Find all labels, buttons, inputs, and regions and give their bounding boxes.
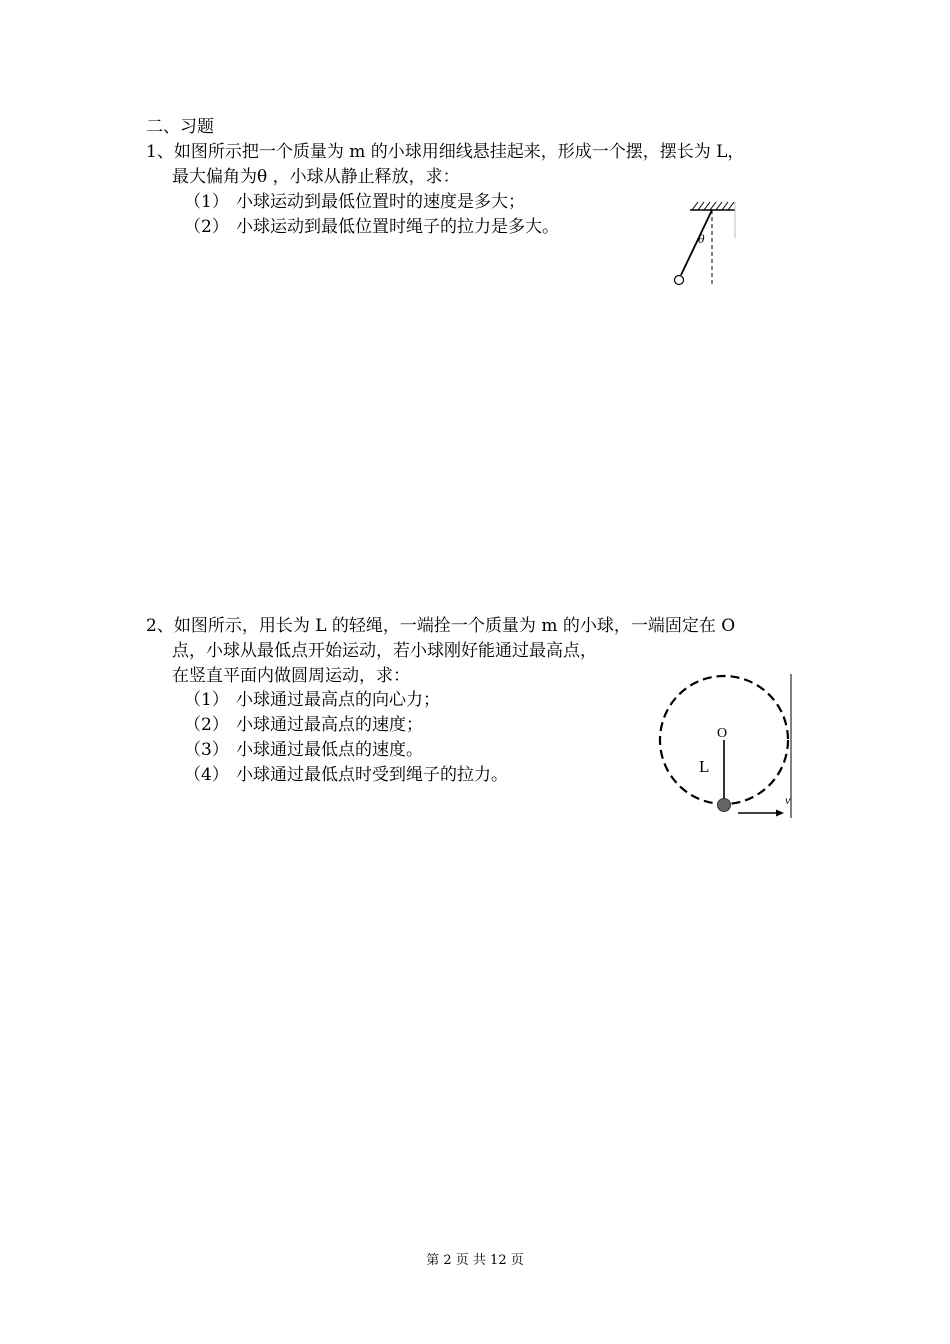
q2-subquestion-3 bbox=[184, 739, 423, 761]
pendulum-figure bbox=[668, 196, 748, 291]
q1-sub-2-text: 小球运动到最低位置时绳子的拉力是多大。 bbox=[236, 217, 559, 237]
q1-line-2: 最大偏角为θ ，小球从静止释放，求： bbox=[172, 167, 460, 187]
circular-motion-figure bbox=[652, 666, 812, 826]
q2-sub-3-text: 小球通过最低点的速度。 bbox=[236, 740, 423, 760]
q1-sub-2-number: （2） bbox=[184, 217, 229, 237]
q2-subquestion-4 bbox=[184, 764, 508, 786]
q1-subquestion-1 bbox=[184, 191, 525, 213]
q1-sub-1-text: 小球运动到最低位置时的速度是多大； bbox=[236, 192, 525, 212]
q1-line-1: 1、如图所示把一个质量为 m 的小球用细线悬挂起来，形成一个摆，摆长为 L， bbox=[146, 142, 745, 162]
length-label: L bbox=[699, 757, 710, 776]
arrow-head bbox=[776, 810, 784, 817]
q2-sub-1-text: 小球通过最高点的向心力； bbox=[236, 690, 440, 710]
q2-sub-4-text: 小球通过最低点时受到绳子的拉力。 bbox=[236, 765, 508, 785]
q2-sub-4-number: （4） bbox=[184, 765, 229, 785]
q2-subquestion-2 bbox=[184, 714, 423, 736]
pendulum-string bbox=[681, 210, 712, 275]
page-footer: 第 2 页 共 12 页 bbox=[426, 1253, 524, 1268]
ball bbox=[718, 799, 731, 812]
section-title: 二、习题 bbox=[146, 117, 214, 137]
angle-label: θ bbox=[698, 233, 705, 246]
ceiling-support bbox=[690, 202, 735, 210]
q1-subquestion-2 bbox=[184, 216, 559, 238]
q2-sub-2-text: 小球通过最高点的速度； bbox=[236, 715, 423, 735]
q2-line-3: 在竖直平面内做圆周运动，求： bbox=[172, 666, 410, 686]
velocity-label: v bbox=[785, 793, 791, 807]
q2-subquestion-1 bbox=[184, 689, 440, 711]
center-label: O bbox=[717, 726, 728, 741]
q2-sub-3-number: （3） bbox=[184, 740, 229, 760]
q2-line-1: 2、如图所示，用长为 L 的轻绳，一端拴一个质量为 m 的小球，一端固定在 O bbox=[146, 616, 736, 636]
pendulum-ball bbox=[675, 276, 684, 285]
q2-sub-2-number: （2） bbox=[184, 715, 229, 735]
q2-sub-1-number: （1） bbox=[184, 690, 229, 710]
q1-sub-1-number: （1） bbox=[184, 192, 229, 212]
q2-line-2: 点，小球从最低点开始运动，若小球刚好能通过最高点， bbox=[172, 641, 597, 661]
